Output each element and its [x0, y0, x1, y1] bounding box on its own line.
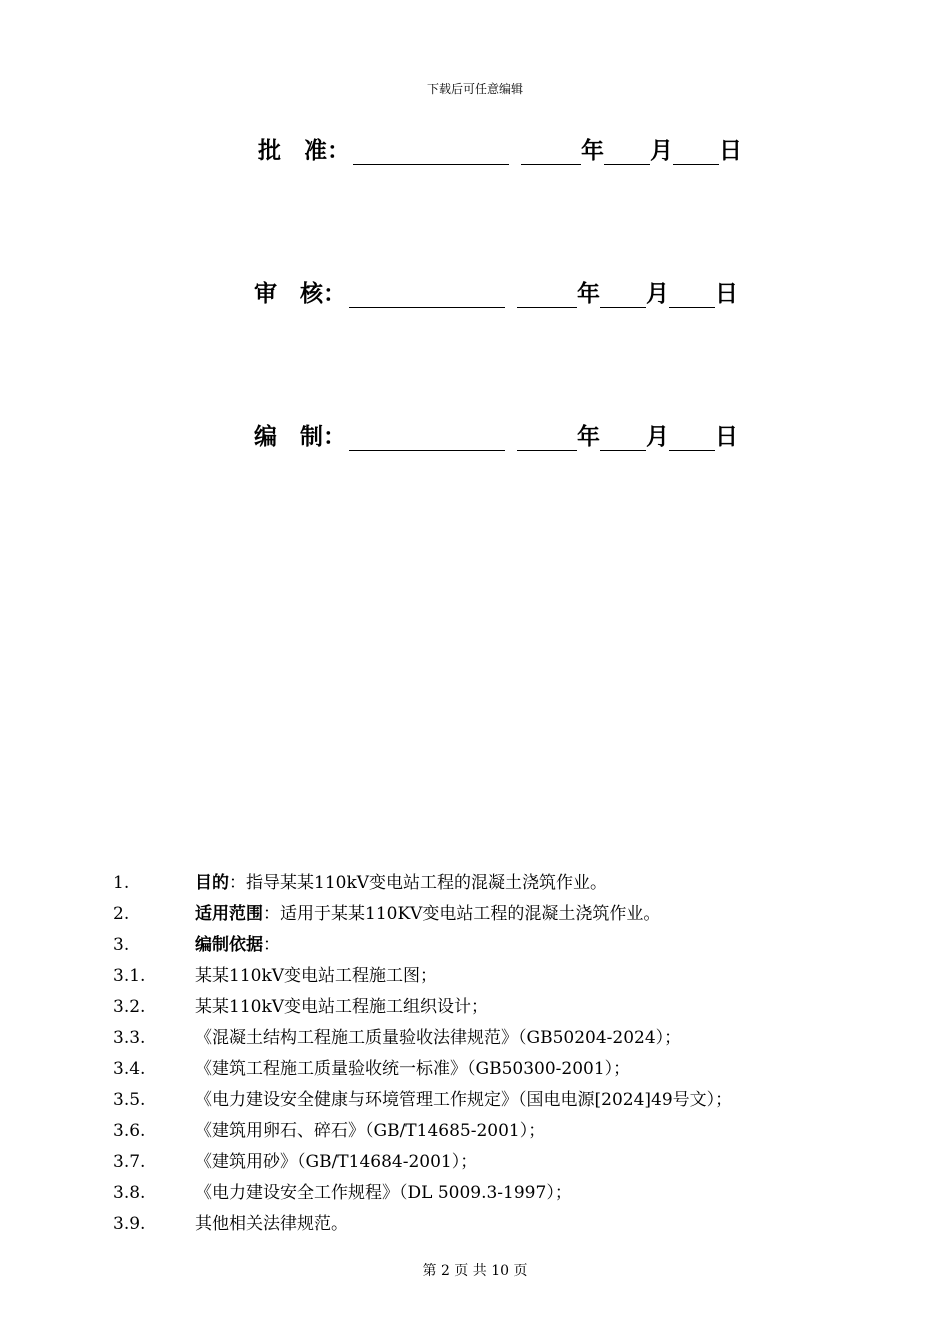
item-text: ： — [263, 935, 280, 955]
compile-label: 编 制： — [254, 423, 346, 450]
item-number: 3.3. — [113, 1028, 146, 1048]
list-item — [113, 868, 873, 899]
item-number: 3.4. — [113, 1059, 146, 1079]
compile-day-unit: 日 — [715, 423, 738, 450]
list-item — [113, 1209, 873, 1240]
compile-month-line — [600, 426, 646, 451]
compile-day-line — [669, 426, 715, 451]
item-number: 1. — [113, 873, 130, 893]
item-text: ：适用于某某110KV变电站工程的混凝土浇筑作业。 — [263, 904, 661, 924]
list-item — [113, 992, 873, 1023]
review-label: 审 核： — [254, 280, 346, 307]
review-day-line — [669, 283, 715, 308]
approve-month-line — [604, 140, 650, 165]
compile-year-line — [517, 426, 577, 451]
approve-year-line — [521, 140, 581, 165]
item-number: 2. — [113, 904, 130, 924]
list-item — [113, 1178, 873, 1209]
approve-year-unit: 年 — [581, 137, 604, 164]
item-text: 《混凝土结构工程施工质量验收法律规范》（GB50204-2024）； — [195, 1028, 682, 1048]
approve-day-unit: 日 — [719, 137, 742, 164]
approve-month-unit: 月 — [650, 137, 673, 164]
item-number: 3.2. — [113, 997, 146, 1017]
item-text: 某某110kV变电站工程施工组织设计； — [195, 997, 489, 1017]
section-list — [113, 868, 873, 1240]
item-number: 3.9. — [113, 1214, 146, 1234]
item-text: 《建筑用卵石、碎石》（GB/T14685-2001）； — [195, 1121, 546, 1141]
approve-name-line — [353, 140, 509, 165]
item-number: 3.5. — [113, 1090, 146, 1110]
item-number: 3.7. — [113, 1152, 146, 1172]
list-item — [113, 1023, 873, 1054]
item-text: 《建筑用砂》（GB/T14684-2001）； — [195, 1152, 478, 1172]
item-text: 某某110kV变电站工程施工图； — [195, 966, 438, 986]
item-number: 3.1. — [113, 966, 146, 986]
review-year-line — [517, 283, 577, 308]
review-year-unit: 年 — [577, 280, 600, 307]
item-text: 《电力建设安全工作规程》（DL 5009.3-1997）； — [195, 1183, 572, 1203]
item-title: 目的 — [195, 873, 229, 893]
list-item — [113, 899, 873, 930]
review-month-unit: 月 — [646, 280, 669, 307]
list-item — [113, 930, 873, 961]
item-text: ：指导某某110kV变电站工程的混凝土浇筑作业。 — [229, 873, 608, 893]
page-header: 下载后可任意编辑 — [426, 82, 523, 96]
list-item — [113, 1085, 873, 1116]
item-number: 3. — [113, 935, 130, 955]
list-item — [113, 1147, 873, 1178]
review-row — [254, 275, 738, 308]
compile-row — [254, 418, 738, 451]
review-day-unit: 日 — [715, 280, 738, 307]
item-title: 适用范围 — [195, 904, 263, 924]
item-number: 3.6. — [113, 1121, 146, 1141]
compile-year-unit: 年 — [577, 423, 600, 450]
list-item — [113, 1054, 873, 1085]
item-text: 其他相关法律规范。 — [195, 1214, 348, 1234]
list-item — [113, 961, 873, 992]
page-footer: 第 2 页 共 10 页 — [422, 1263, 528, 1279]
review-name-line — [349, 283, 505, 308]
review-month-line — [600, 283, 646, 308]
approve-day-line — [673, 140, 719, 165]
item-number: 3.8. — [113, 1183, 146, 1203]
approve-row — [258, 132, 742, 165]
item-text: 《建筑工程施工质量验收统一标准》（GB50300-2001）； — [195, 1059, 631, 1079]
item-title: 编制依据 — [195, 935, 263, 955]
compile-name-line — [349, 426, 505, 451]
list-item — [113, 1116, 873, 1147]
approve-label: 批 准： — [258, 137, 350, 164]
compile-month-unit: 月 — [646, 423, 669, 450]
item-text: 《电力建设安全健康与环境管理工作规定》（国电电源[2024]49号文）； — [195, 1090, 733, 1110]
